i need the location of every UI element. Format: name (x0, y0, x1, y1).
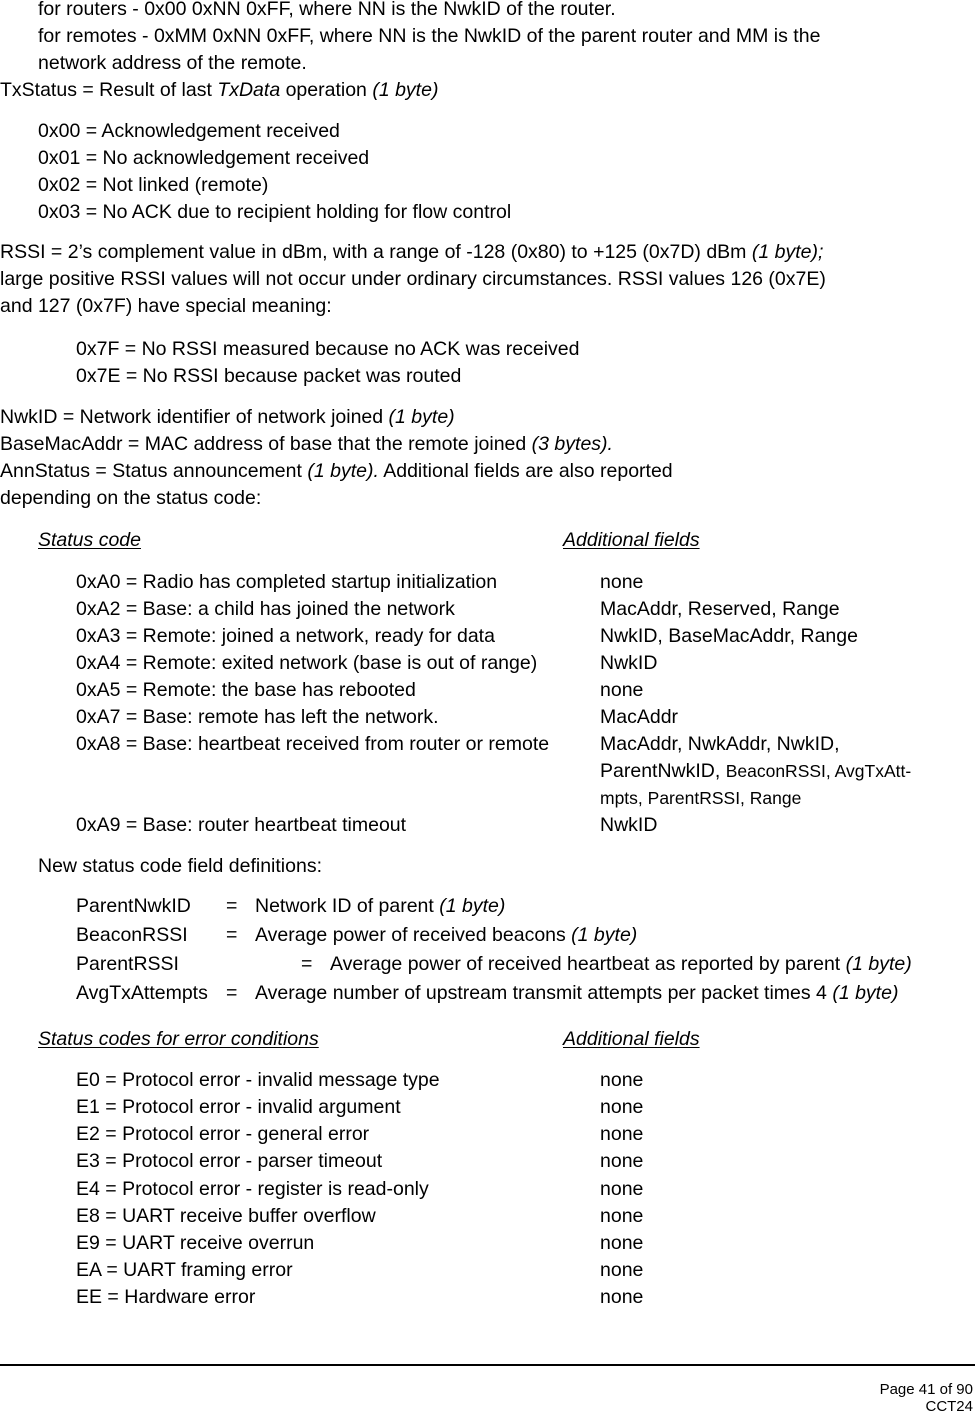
error-code-row: E9 = UART receive overrun (76, 1232, 315, 1254)
txstatus-term: TxData (217, 79, 281, 101)
def-equals: = (226, 895, 238, 917)
error-fields-cell: none (600, 1123, 644, 1145)
status-code-row: 0xA9 = Base: router heartbeat timeout (76, 814, 407, 836)
error-code-row: EA = UART framing error (76, 1259, 293, 1281)
error-fields-header: Additional fields (563, 1028, 700, 1050)
txstatus-definition (0, 78, 438, 102)
rssi-code: 0x7F = No RSSI measured because no ACK was received (76, 338, 580, 360)
rssi-size: (1 byte); (751, 241, 824, 263)
status-code-row: 0xA8 = Base: heartbeat received from router or remote (76, 733, 550, 755)
status-fields-cell: NwkID, BaseMacAddr, Range (600, 625, 858, 647)
new-defs-title: New status code field definitions: (38, 855, 322, 877)
error-code-row: EE = Hardware error (76, 1286, 256, 1308)
intro-routers: for routers - 0x00 0xNN 0xFF, where NN is the NwkID of the router. (38, 0, 616, 20)
nwkid-definition: NwkID = Network identifier of network joined (1 byte) (0, 406, 455, 428)
status-fields-cell: NwkID (600, 652, 658, 674)
def-description: Average power of received heartbeat as reported by parent (1 byte) (330, 953, 912, 975)
status-fields-cell-cont: ParentNwkID, BeaconRSSI, AvgTxAtt- (600, 760, 912, 782)
status-fields-cell: NwkID (600, 814, 658, 836)
error-fields-cell: none (600, 1150, 644, 1172)
error-fields-cell: none (600, 1178, 644, 1200)
txstatus-code: 0x03 = No ACK due to recipient holding for flow control (38, 201, 512, 223)
status-code-row: 0xA0 = Radio has completed startup initialization (76, 571, 498, 593)
error-fields-cell: none (600, 1259, 644, 1281)
error-code-row: E0 = Protocol error - invalid message type (76, 1069, 440, 1091)
status-code-row: 0xA3 = Remote: joined a network, ready for data (76, 625, 495, 647)
error-fields-cell: none (600, 1069, 644, 1091)
rssi-line-2: large positive RSSI values will not occur under ordinary circumstances. RSSI values 126 (0x7E) (0, 268, 826, 290)
status-fields-cell-cont: mpts, ParentRSSI, Range (600, 788, 802, 808)
txstatus-code: 0x00 = Acknowledgement received (38, 120, 340, 142)
status-fields-cell: MacAddr, NwkAddr, NwkID, (600, 733, 840, 755)
error-fields-cell: none (600, 1205, 644, 1227)
status-code-row: 0xA4 = Remote: exited network (base is out of range) (76, 652, 538, 674)
footer-rule (0, 1364, 975, 1366)
status-fields-cell: none (600, 571, 644, 593)
error-fields-cell: none (600, 1096, 644, 1118)
intro-remotes-cont: network address of the remote. (38, 52, 307, 74)
error-fields-cell: none (600, 1232, 644, 1254)
def-description: Average power of received beacons (1 byte) (255, 924, 638, 946)
status-code-row: 0xA7 = Base: remote has left the network. (76, 706, 439, 728)
rssi-code: 0x7E = No RSSI because packet was routed (76, 365, 462, 387)
txstatus-mid: operation (280, 79, 373, 101)
def-equals: = (226, 982, 238, 1004)
error-code-row: E8 = UART receive buffer overflow (76, 1205, 376, 1227)
error-codes-header: Status codes for error conditions (38, 1028, 319, 1050)
def-name: AvgTxAttempts (76, 982, 208, 1004)
page-number: Page 41 of 90 (879, 1381, 973, 1398)
document-id: CCT24 (925, 1398, 973, 1415)
basemacaddr-definition: BaseMacAddr = MAC address of base that the remote joined (3 bytes). (0, 433, 613, 455)
def-name: ParentNwkID (76, 895, 191, 917)
txstatus-code: 0x02 = Not linked (remote) (38, 174, 269, 196)
status-code-row: 0xA2 = Base: a child has joined the network (76, 598, 455, 620)
rssi-line-3: and 127 (0x7F) have special meaning: (0, 295, 332, 317)
def-name: ParentRSSI (76, 953, 179, 975)
error-code-row: E1 = Protocol error - invalid argument (76, 1096, 401, 1118)
txstatus-label: TxStatus = Result of last (0, 79, 218, 101)
status-fields-cell: MacAddr, Reserved, Range (600, 598, 840, 620)
status-fields-cell: none (600, 679, 644, 701)
annstatus-definition: AnnStatus = Status announcement (1 byte). Additional fields are also reported (0, 460, 673, 482)
intro-remotes: for remotes - 0xMM 0xNN 0xFF, where NN is the NwkID of the parent router and MM is the (38, 25, 821, 47)
error-fields-cell: none (600, 1286, 644, 1308)
status-fields-cell: MacAddr (600, 706, 679, 728)
txstatus-size: (1 byte) (372, 79, 439, 101)
def-equals: = (301, 953, 313, 975)
additional-fields-header: Additional fields (563, 529, 700, 551)
rssi-line-1: RSSI = 2’s complement value in dBm, with a range of -128 (0x80) to +125 (0x7D) dBm (1 byte); (0, 241, 824, 263)
error-code-row: E4 = Protocol error - register is read-only (76, 1178, 429, 1200)
status-code-row: 0xA5 = Remote: the base has rebooted (76, 679, 416, 701)
annstatus-definition-cont: depending on the status code: (0, 487, 262, 509)
def-description: Average number of upstream transmit attempts per packet times 4 (1 byte) (255, 982, 899, 1004)
def-name: BeaconRSSI (76, 924, 188, 946)
error-code-row: E3 = Protocol error - parser timeout (76, 1150, 383, 1172)
error-code-row: E2 = Protocol error - general error (76, 1123, 370, 1145)
def-equals: = (226, 924, 238, 946)
def-description: Network ID of parent (1 byte) (255, 895, 506, 917)
status-code-header: Status code (38, 529, 141, 551)
txstatus-code: 0x01 = No acknowledgement received (38, 147, 370, 169)
